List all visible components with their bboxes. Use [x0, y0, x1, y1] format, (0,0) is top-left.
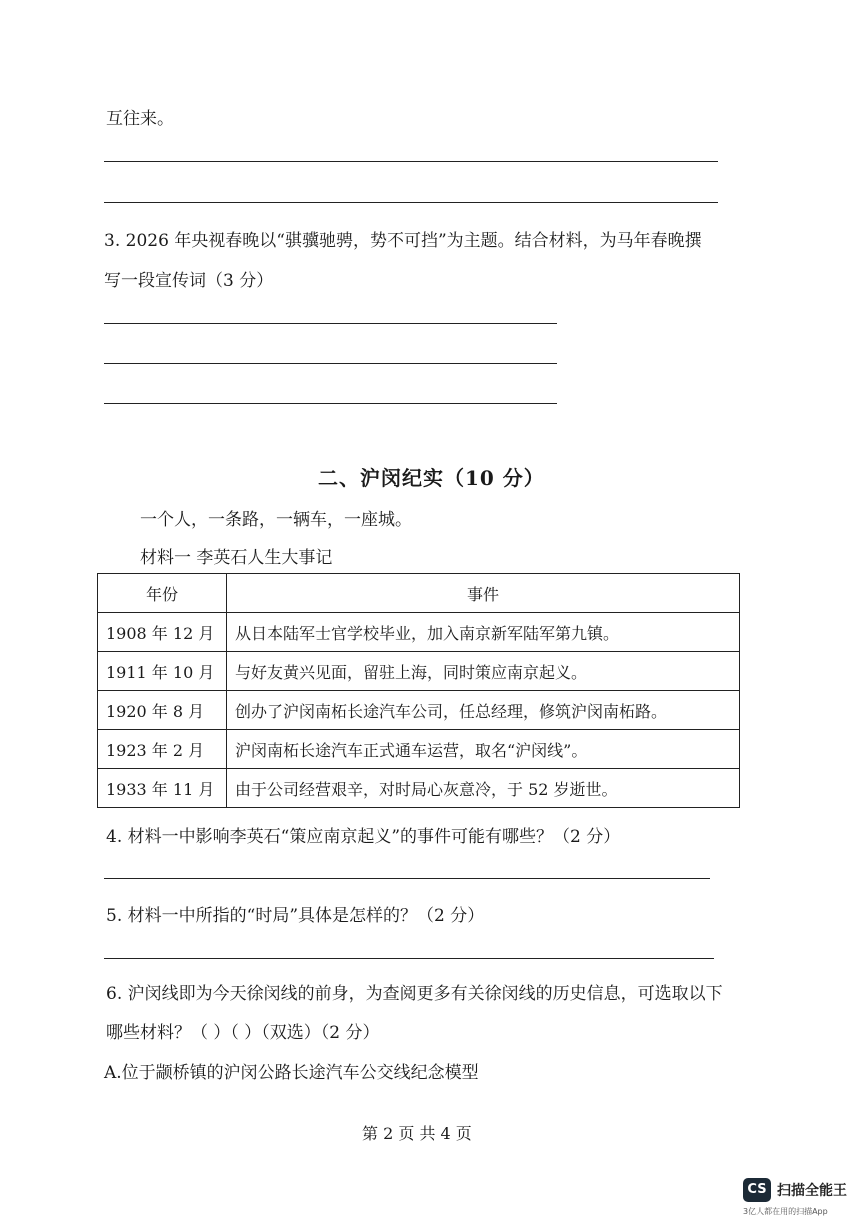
table-header-row: [98, 574, 740, 613]
table-row: [98, 652, 740, 691]
header-year: 年份: [98, 574, 227, 613]
cell-year: 1911 年 10 月: [98, 652, 227, 691]
section-intro: 一个人，一条路，一辆车，一座城。: [140, 510, 412, 530]
answer-line-q3-3[interactable]: [104, 403, 557, 404]
cell-event: 从日本陆军士官学校毕业，加入南京新军陆军第九镇。: [227, 613, 740, 652]
continuation-text: 互往来。: [106, 109, 174, 129]
cell-year: 1923 年 2 月: [98, 730, 227, 769]
table-row: [98, 769, 740, 808]
cell-event: 由于公司经营艰辛，对时局心灰意冷，于 52 岁逝世。: [227, 769, 740, 808]
table-row: [98, 730, 740, 769]
question-5: 5. 材料一中所指的“时局”具体是怎样的？（2 分）: [106, 906, 485, 926]
table-row: [98, 691, 740, 730]
section-title: 二、沪闵纪实（10 分）: [318, 466, 545, 490]
cell-year: 1920 年 8 月: [98, 691, 227, 730]
cell-event: 沪闵南柘长途汽车正式通车运营，取名“沪闵线”。: [227, 730, 740, 769]
cell-year: 1933 年 11 月: [98, 769, 227, 808]
scanner-watermark: [743, 1176, 853, 1220]
answer-line-q4[interactable]: [104, 878, 710, 879]
events-table: [97, 573, 740, 808]
cell-year: 1908 年 12 月: [98, 613, 227, 652]
material-1-title: 材料一 李英石人生大事记: [140, 548, 333, 568]
answer-line-q2-2[interactable]: [104, 202, 718, 203]
cell-event: 创办了沪闵南柘长途汽车公司，任总经理，修筑沪闵南柘路。: [227, 691, 740, 730]
answer-line-q3-2[interactable]: [104, 363, 557, 364]
cell-event: 与好友黄兴见面，留驻上海，同时策应南京起义。: [227, 652, 740, 691]
option-a: A.位于颛桥镇的沪闵公路长途汽车公交线纪念模型: [104, 1063, 479, 1083]
page-footer: 第 2 页 共 4 页: [362, 1124, 472, 1143]
question-6-line-2: 哪些材料？（ ）（ ）（双选）（2 分）: [106, 1023, 380, 1043]
table-row: [98, 613, 740, 652]
question-3-line-2: 写一段宣传词（3 分）: [104, 271, 274, 291]
answer-line-q5[interactable]: [104, 958, 714, 959]
answer-line-q2-1[interactable]: [104, 161, 718, 162]
header-event: 事件: [227, 574, 740, 613]
question-3-line-1: 3. 2026 年央视春晚以“骐骥驰骋，势不可挡”为主题。结合材料，为马年春晚撰: [104, 231, 702, 251]
watermark-tagline: 3亿人都在用的扫描App: [743, 1207, 828, 1216]
watermark-app-name: 扫描全能王: [777, 1183, 847, 1199]
question-4: 4. 材料一中影响李英石“策应南京起义”的事件可能有哪些？（2 分）: [106, 827, 621, 847]
question-6-line-1: 6. 沪闵线即为今天徐闵线的前身，为查阅更多有关徐闵线的历史信息，可选取以下: [106, 984, 723, 1004]
answer-line-q3-1[interactable]: [104, 323, 557, 324]
camscanner-logo-icon: CS: [743, 1178, 771, 1202]
